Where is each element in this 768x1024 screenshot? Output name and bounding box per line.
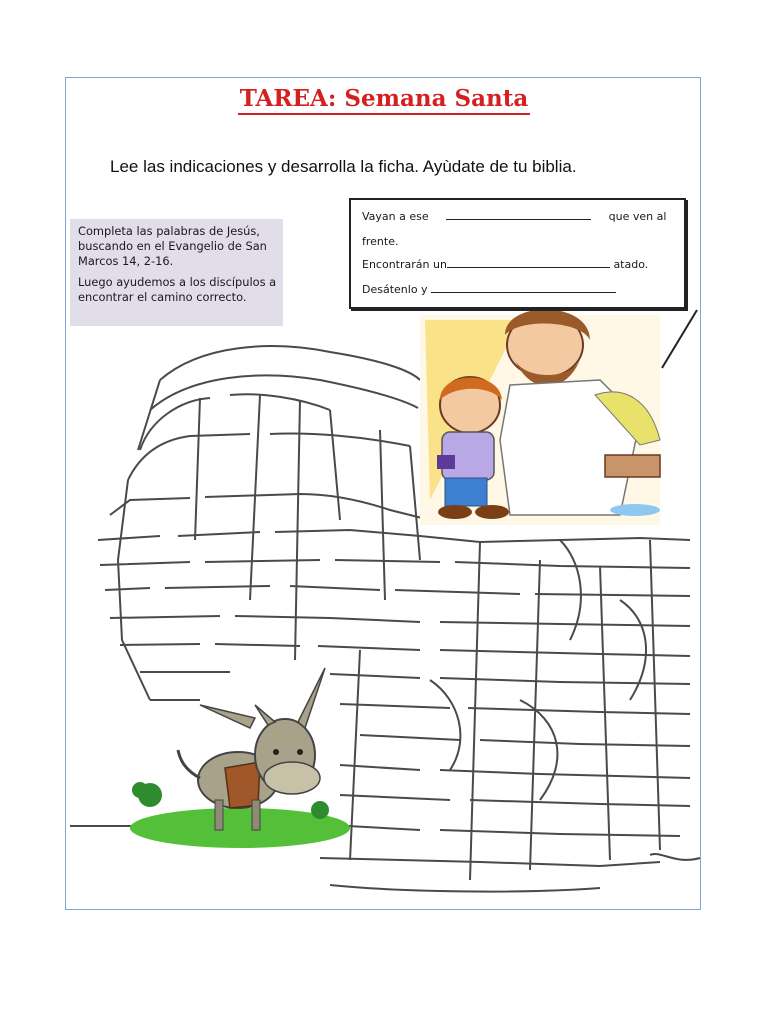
speech-row1-start: Vayan a ese xyxy=(362,210,429,223)
page-title: TAREA: Semana Santa xyxy=(0,85,768,112)
task-line-5: encontrar el camino correcto. xyxy=(78,290,247,304)
speech-row3-end: atado. xyxy=(613,258,649,271)
speech-row4-start: Desátenlo y xyxy=(362,283,428,296)
donkey-illustration xyxy=(130,668,350,848)
task-line-1: Completa las palabras de Jesús, xyxy=(78,224,260,238)
speech-row3-start: Encontrarán un xyxy=(362,258,447,271)
task-line-4: Luego ayudemos a los discípulos a xyxy=(78,275,277,289)
speech-box xyxy=(349,198,686,309)
jesus-and-boy-illustration xyxy=(420,309,697,525)
answer-blank-2[interactable] xyxy=(447,267,610,268)
instructions-text: Lee las indicaciones y desarrolla la ficha. Ayùdate de tu biblia. xyxy=(110,157,577,176)
task-line-2: buscando en el Evangelio de San xyxy=(78,239,267,253)
speech-row2: frente. xyxy=(362,235,399,248)
speech-row1-end: que ven al xyxy=(608,210,667,223)
task-line-3: Marcos 14, 2-16. xyxy=(78,254,174,268)
answer-blank-1[interactable] xyxy=(446,219,591,220)
answer-blank-3[interactable] xyxy=(431,292,616,293)
